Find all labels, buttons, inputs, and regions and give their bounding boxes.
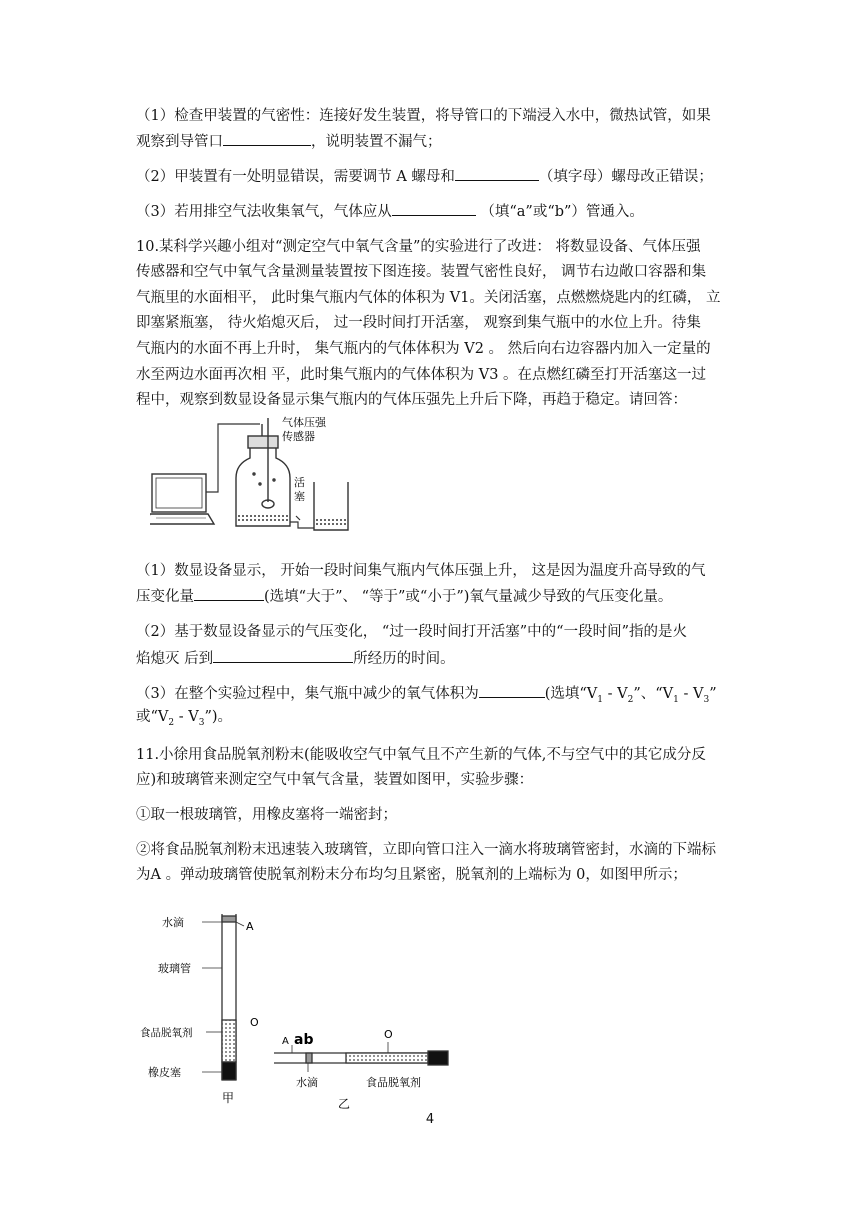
- deoxidizer-powder-horizontal: [346, 1053, 428, 1063]
- water-drop-label: 水滴: [162, 916, 184, 929]
- answer-blank[interactable]: [223, 131, 311, 146]
- answer-blank[interactable]: [479, 683, 545, 698]
- q10-sub3-line1: （3）在整个实验过程中，集气瓶中减少的氧气体积为 (选填“$V_1 - V_2$”、“$V_1 - V_3$”: [136, 683, 717, 710]
- q11-step-2-line2: 为A 。弹动玻璃管使脱氧剂粉末分布均匀且紧密，脱氧剂的上端标为 0，如图甲所示；: [136, 867, 687, 883]
- q10-apparatus-figure: [150, 412, 350, 537]
- q10-line-5: 气瓶内的水面不再上升时， 集气瓶内的气体体积为 V2 。 然后向右边容器内加入一定量的: [136, 341, 711, 357]
- answer-blank[interactable]: [213, 648, 353, 663]
- glass-tube-label: 玻璃管: [158, 962, 191, 975]
- point-a-label: A: [246, 920, 254, 933]
- answer-blank[interactable]: [455, 166, 539, 181]
- q9-part2: （2）甲装置有一处明显错误，需要调节 A 螺母和 （填字母）螺母改正错误；: [136, 166, 713, 187]
- h-ab-label: ab: [294, 1032, 314, 1048]
- q11-step-1: ①取一根玻璃管，用橡皮塞将一端密封；: [136, 807, 397, 823]
- q10-line-6: 水至两边水面再次相 平，此时集气瓶内的气体体积为 V3 。在点燃红磷至打开活塞这一过: [136, 367, 707, 383]
- q11-line-1: 11.小徐用食品脱氧剂粉末(能吸收空气中氧气且不产生新的气体,不与空气中的其它成分反: [136, 747, 706, 763]
- deoxidizer-label: 食品脱氧剂: [140, 1027, 193, 1039]
- answer-blank[interactable]: [392, 201, 476, 216]
- h-deoxidizer-label: 食品脱氧剂: [366, 1076, 421, 1089]
- q10-sub2-line2: 焰熄灭 后到 所经历的时间。: [136, 648, 455, 669]
- q10-line-2: 传感器和空气中氧气含量测量装置按下图连接。装置气密性良好， 调节右边敞口容器和集: [136, 264, 707, 280]
- valve-label-2: 塞: [294, 490, 305, 503]
- rubber-stopper: [222, 1062, 236, 1080]
- deoxidizer-powder: [222, 1020, 236, 1062]
- answer-blank[interactable]: [194, 586, 264, 601]
- q10-line-1: 10.某科学兴趣小组对“测定空气中氧气含量”的实验进行了改进： 将数显设备、气体压强: [136, 239, 701, 255]
- figure-yi-label: 乙: [338, 1097, 351, 1110]
- q11-tube-figure: [140, 902, 460, 1110]
- q10-sub1-line2: 压变化量 (选填“大于”、 “等于”或“小于”)氧气量减少导致的气压变化量。: [136, 586, 672, 607]
- h-point-a-label: A: [282, 1036, 289, 1047]
- q11-line-2: 应)和玻璃管来测定空气中氧气含量，装置如图甲，实验步骤：: [136, 772, 534, 788]
- point-o-label: O: [250, 1016, 259, 1029]
- q9-part1-line1: （1）检查甲装置的气密性：连接好发生装置，将导管口的下端浸入水中，微热试管，如果: [136, 108, 711, 124]
- water-drop-mark-horizontal: [306, 1053, 312, 1063]
- rubber-stopper-label: 橡皮塞: [148, 1066, 181, 1079]
- valve-label-1: 活: [294, 476, 305, 489]
- page-number: 4: [425, 1112, 435, 1127]
- rubber-stopper-horizontal: [428, 1051, 448, 1065]
- h-point-o-label: O: [384, 1028, 393, 1041]
- q10-sub2-line1: （2）基于数显设备显示的气压变化， “过一段时间打开活塞”中的“一段时间”指的是火: [136, 624, 687, 640]
- q10-line-7: 程中，观察到数显设备显示集气瓶内的气体压强先上升后下降，再趋于稳定。请回答：: [136, 392, 687, 408]
- q10-sub1-line1: （1）数显设备显示， 开始一段时间集气瓶内气体压强上升， 这是因为温度升高导致的气: [136, 563, 706, 579]
- sensor-label-2: 传感器: [282, 430, 315, 443]
- water-drop-mark: [222, 916, 236, 922]
- q10-sub3-line2: 或“$V_2$ - $V_3$”)。: [136, 709, 233, 728]
- laptop-icon: [150, 474, 214, 524]
- h-water-drop-label: 水滴: [296, 1076, 318, 1089]
- q9-part3: （3）若用排空气法收集氧气，气体应从 （填“a”或“b”）管通入。: [136, 201, 644, 222]
- open-container-icon: [314, 482, 348, 530]
- q10-line-4: 即塞紧瓶塞， 待火焰熄灭后， 过一段时间打开活塞， 观察到集气瓶中的水位上升。待集: [136, 315, 701, 331]
- figure-jia-label: 甲: [222, 1091, 235, 1105]
- q9-part1-line2: 观察到导管口 ，说明装置不漏气；: [136, 131, 442, 152]
- q11-step-2-line1: ②将食品脱氧剂粉末迅速装入玻璃管，立即向管口注入一滴水将玻璃管密封，水滴的下端标: [136, 842, 716, 858]
- q10-line-3: 气瓶里的水面相平， 此时集气瓶内气体的体积为 V1。关闭活塞，点燃燃烧匙内的红磷， 立: [136, 290, 721, 306]
- sensor-label-1: 气体压强: [282, 416, 326, 429]
